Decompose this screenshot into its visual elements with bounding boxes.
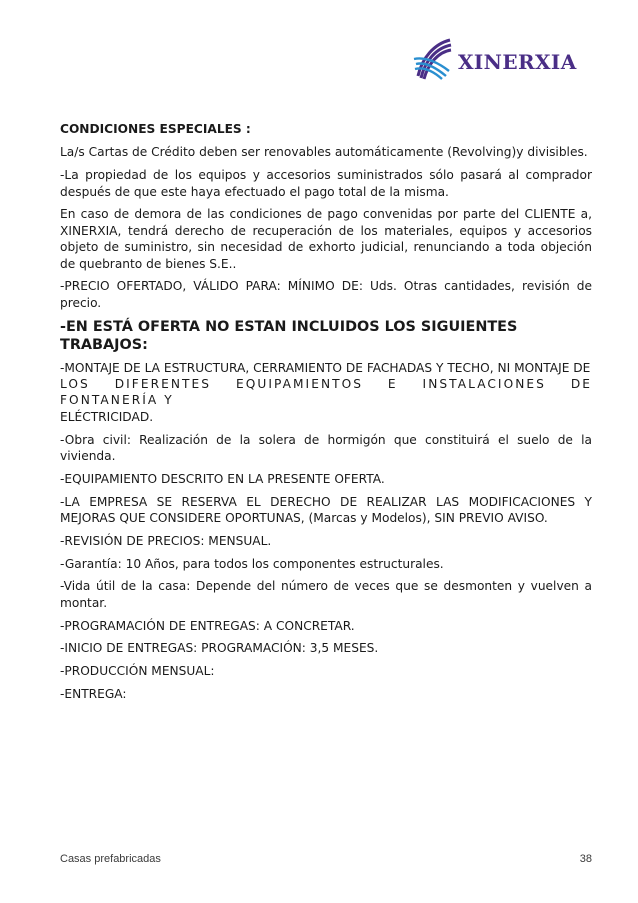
monthly-production-paragraph: -PRODUCCIÓN MENSUAL: (60, 664, 215, 679)
price-revision-paragraph: -REVISIÓN DE PRECIOS: MENSUAL. (60, 533, 272, 548)
price-paragraph: -PRECIO OFERTADO, VÁLIDO PARA: MÍNIMO DE: Uds. Otras cantidades, revisión de precio. (60, 279, 592, 310)
delivery-schedule-paragraph: -PROGRAMACIÓN DE ENTREGAS: A CONCRETAR. (60, 618, 355, 633)
assembly-paragraph (60, 360, 592, 426)
property-paragraph: -La propiedad de los equipos y accesorios suministrados sólo pasará al comprador después de que este haya efectuado el pago total de la misma. (60, 168, 592, 199)
delay-paragraph: En caso de demora de las condiciones de pago convenidas por parte del CLIENTE a, XINERXIA, tendrá derecho de recuperación de los materiales, equipos y accesorios objeto de suministro, sin necesidad de exhorto judicial, renunciando a toda objeción de quebranto de bienes S.E.. (60, 207, 592, 271)
assembly-line-1: -MONTAJE DE LA ESTRUCTURA, CERRAMIENTO DE FACHADAS Y TECHO, NI MONTAJE DE (60, 360, 591, 375)
assembly-line-2: LOS DIFERENTES EQUIPAMIENTOS E INSTALACIONES DE FONTANERÍA Y (60, 377, 592, 408)
assembly-line-3: ELÉCTRICIDAD. (60, 409, 154, 424)
logo-text: XINERXIA (458, 50, 577, 74)
equipment-paragraph: -EQUIPAMIENTO DESCRITO EN LA PRESENTE OFERTA. (60, 471, 385, 486)
lifespan-paragraph: -Vida útil de la casa: Depende del número de veces que se desmonten y vuelven a montar. (60, 579, 592, 610)
delivery-paragraph: -ENTREGA: (60, 687, 127, 702)
excluded-heading: -EN ESTÁ OFERTA NO ESTAN INCLUIDOS LOS SIGUIENTES TRABAJOS: (60, 318, 518, 353)
xinerxia-swoosh-icon (412, 36, 452, 82)
document-body (60, 121, 592, 709)
conditions-heading: CONDICIONES ESPECIALES : (60, 122, 251, 136)
credit-paragraph: La/s Cartas de Crédito deben ser renovables automáticamente (Revolving)y divisibles. (60, 145, 588, 160)
delivery-start-paragraph: -INICIO DE ENTREGAS: PROGRAMACIÓN: 3,5 MESES. (60, 641, 379, 656)
page-number: 38 (579, 853, 592, 865)
company-logo (412, 36, 594, 82)
warranty-paragraph: -Garantía: 10 Años, para todos los componentes estructurales. (60, 556, 444, 571)
reserve-paragraph: -LA EMPRESA SE RESERVA EL DERECHO DE REALIZAR LAS MODIFICACIONES Y MEJORAS QUE CONSIDERE OPORTUNAS, (Marcas y Modelos), SIN PREVIO AVISO. (60, 494, 592, 526)
civil-work-paragraph: -Obra civil: Realización de la solera de hormigón que constituirá el suelo de la vivienda. (60, 432, 592, 464)
page-footer (60, 853, 592, 865)
footer-title: Casas prefabricadas (60, 853, 161, 865)
